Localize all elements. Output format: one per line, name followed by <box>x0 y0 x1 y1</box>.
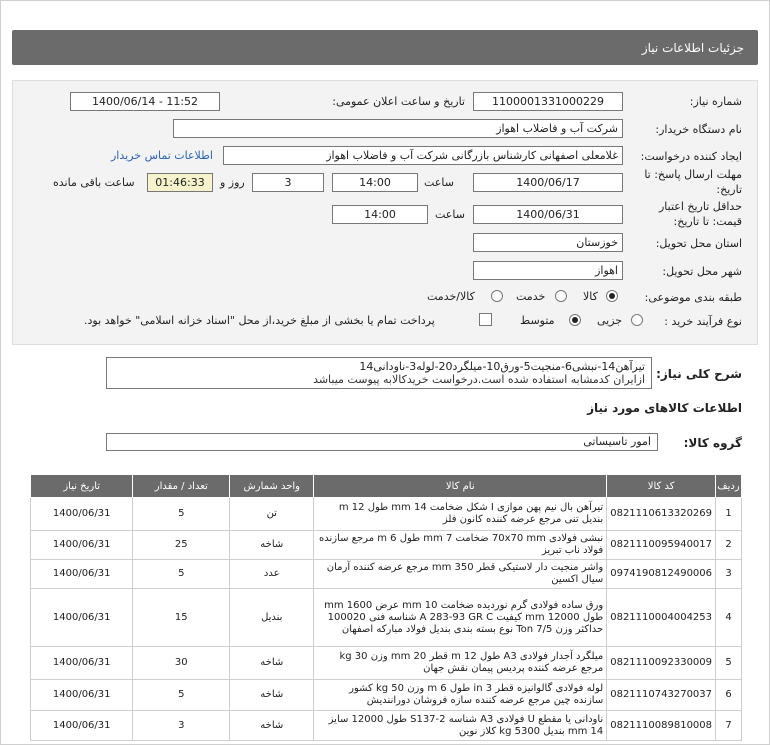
row-qty: 30 <box>133 647 230 680</box>
goods-group-field: امور تاسیساتی <box>106 433 658 451</box>
row-qty: 15 <box>133 589 230 647</box>
row-code: 0821110004004253 <box>607 589 716 647</box>
row-name: واشر منجیت دار لاستیکی قطر mm 350 مرجع عرضه کننده آرمان سیال اکسین <box>314 560 607 589</box>
col-unit: واحد شمارش <box>230 475 314 498</box>
row-name: میلگرد آجدار فولادی A3 طول m 12 قطر mm 20 وزن kg 30 مرجع عرضه کننده پردیس پیمان نقش جهان <box>314 647 607 680</box>
row-code: 0821110743270037 <box>607 680 716 711</box>
row-index: 2 <box>716 531 742 560</box>
category-option-goods: کالا <box>583 290 598 303</box>
col-name: نام کالا <box>314 475 607 498</box>
goods-section-title: اطلاعات کالاهای مورد نیاز <box>587 401 742 415</box>
goods-group-label: گروه کالا: <box>683 436 742 450</box>
row-date: 1400/06/31 <box>31 711 133 741</box>
row-name: ورق ساده فولادی گرم نوردیده ضخامت mm 10 عرض mm 1600 طول mm 12000 کیفیت A 283-93 GR C شناسه فنی 100020 حداکثر وزن Ton 7/5 نوع بسته بندی بندیل فولاد مبارکه اصفهان <box>314 589 607 647</box>
days-label: روز و <box>220 176 245 189</box>
col-code: کد کالا <box>607 475 716 498</box>
row-index: 6 <box>716 680 742 711</box>
validity-label: حداقل تاریخ اعتبار <box>658 200 742 213</box>
remaining-time-label: ساعت باقی مانده <box>53 176 135 189</box>
table-row[interactable] <box>31 560 742 589</box>
deadline-date-field[interactable]: 1400/06/17 <box>473 173 623 192</box>
row-date: 1400/06/31 <box>31 531 133 560</box>
category-radio-service[interactable] <box>555 290 567 302</box>
row-code: 0821110089810008 <box>607 711 716 741</box>
row-qty: 3 <box>133 711 230 741</box>
table-header-row <box>31 475 742 498</box>
row-qty: 5 <box>133 498 230 531</box>
row-name: تیرآهن بال نیم پهن موازی I شکل ضخامت mm 14 طول m 12 بندیل تنی مرجع عرضه کننده کانون فلز <box>314 498 607 531</box>
deadline-label: مهلت ارسال پاسخ: تا <box>644 168 742 181</box>
days-field[interactable]: 3 <box>252 173 324 192</box>
deadline-label-2: تاریخ: <box>716 183 742 196</box>
row-qty: 5 <box>133 560 230 589</box>
row-index: 4 <box>716 589 742 647</box>
row-code: 0821110095940017 <box>607 531 716 560</box>
row-unit: بندیل <box>230 589 314 647</box>
row-date: 1400/06/31 <box>31 498 133 531</box>
col-qty: تعداد / مقدار <box>133 475 230 498</box>
table-row[interactable] <box>31 680 742 711</box>
row-date: 1400/06/31 <box>31 647 133 680</box>
category-option-goods-service: کالا/خدمت <box>427 290 475 303</box>
remaining-time-field: 01:46:33 <box>147 173 213 192</box>
row-date: 1400/06/31 <box>31 560 133 589</box>
row-index: 7 <box>716 711 742 741</box>
process-option-medium: متوسط <box>520 314 555 327</box>
row-date: 1400/06/31 <box>31 680 133 711</box>
description-field <box>106 357 652 389</box>
description-line-1: تیرآهن14-نبشی6-منجیت5-ورق10-میلگرد20-لوله3-ناودانی14 <box>359 360 645 373</box>
need-number-label: شماره نیاز: <box>689 95 742 108</box>
row-code: 0821110092330009 <box>607 647 716 680</box>
row-index: 5 <box>716 647 742 680</box>
row-unit: عدد <box>230 560 314 589</box>
row-qty: 25 <box>133 531 230 560</box>
row-unit: شاخه <box>230 680 314 711</box>
validity-time-field[interactable]: 14:00 <box>332 205 428 224</box>
table-row[interactable] <box>31 711 742 741</box>
category-label: طبقه بندی موضوعی: <box>644 291 742 304</box>
treasury-payment-note: پرداخت تمام یا بخشی از مبلغ خرید،از محل "اسناد خزانه اسلامی" خواهد بود. <box>84 314 435 327</box>
announce-date-label: تاریخ و ساعت اعلان عمومی: <box>332 95 465 108</box>
description-label: شرح کلی نیاز: <box>656 367 742 381</box>
row-unit: تن <box>230 498 314 531</box>
need-number-field[interactable]: 1100001331000229 <box>473 92 623 111</box>
table-row[interactable] <box>31 647 742 680</box>
province-label: استان محل تحویل: <box>655 237 742 250</box>
category-radio-goods-service[interactable] <box>491 290 503 302</box>
process-type-label: نوع فرآیند خرید : <box>664 315 742 328</box>
row-name: نبشی فولادی 70x70 mm ضخامت mm 7 طول m 6 مرجع سازنده فولاد ناب تبریز <box>314 531 607 560</box>
col-date: تاریخ نیاز <box>31 475 133 498</box>
buyer-label: نام دستگاه خریدار: <box>655 123 742 136</box>
row-unit: شاخه <box>230 711 314 741</box>
creator-field[interactable]: غلامعلی اصفهانی کارشناس بازرگانی شرکت آب و فاضلاب اهواز <box>223 146 623 165</box>
row-name: ناودانی یا مقطع U فولادی A3 شناسه S137-2 طول 12000 سایز mm 14 بندیل kg 5300 کلاز نوین <box>314 711 607 741</box>
buyer-field[interactable]: شرکت آب و فاضلاب اهواز <box>173 119 623 138</box>
row-code: 0821110613320269 <box>607 498 716 531</box>
creator-label: ایجاد کننده درخواست: <box>640 150 742 163</box>
process-radio-medium[interactable] <box>569 314 581 326</box>
validity-time-label: ساعت <box>435 208 465 221</box>
buyer-contact-link[interactable]: اطلاعات تماس خریدار <box>111 149 213 162</box>
announce-date-field[interactable]: 1400/06/14 - 11:52 <box>70 92 220 111</box>
treasury-payment-checkbox[interactable] <box>479 313 492 326</box>
province-field[interactable]: خوزستان <box>473 233 623 252</box>
validity-label-2: قیمت: تا تاریخ: <box>673 215 742 228</box>
category-radio-goods[interactable] <box>606 290 618 302</box>
city-label: شهر محل تحویل: <box>662 265 742 278</box>
table-row[interactable] <box>31 531 742 560</box>
process-radio-minor[interactable] <box>631 314 643 326</box>
validity-date-field[interactable]: 1400/06/31 <box>473 205 623 224</box>
table-row[interactable] <box>31 498 742 531</box>
row-qty: 5 <box>133 680 230 711</box>
goods-table <box>30 474 742 741</box>
row-code: 0974190812490006 <box>607 560 716 589</box>
row-date: 1400/06/31 <box>31 589 133 647</box>
process-option-minor: جزیی <box>597 314 623 327</box>
category-option-service: خدمت <box>516 290 546 303</box>
page-title: جزئیات اطلاعات نیاز <box>12 30 758 65</box>
col-index: ردیف <box>716 475 742 498</box>
row-name: لوله فولادی گالوانیزه قطر in 3 طول m 6 وزن kg 50 کشور سازنده چین مرجع عرضه کننده سازه فروشان دورانندیش <box>314 680 607 711</box>
row-unit: شاخه <box>230 647 314 680</box>
deadline-time-field[interactable]: 14:00 <box>332 173 418 192</box>
row-index: 3 <box>716 560 742 589</box>
row-index: 1 <box>716 498 742 531</box>
city-field[interactable]: اهواز <box>473 261 623 280</box>
row-unit: شاخه <box>230 531 314 560</box>
table-row[interactable] <box>31 589 742 647</box>
description-line-2: ازایران کدمشابه استفاده شده است.درخواست خریدکالابه پیوست میباشد <box>313 373 645 386</box>
deadline-time-label: ساعت <box>424 176 454 189</box>
